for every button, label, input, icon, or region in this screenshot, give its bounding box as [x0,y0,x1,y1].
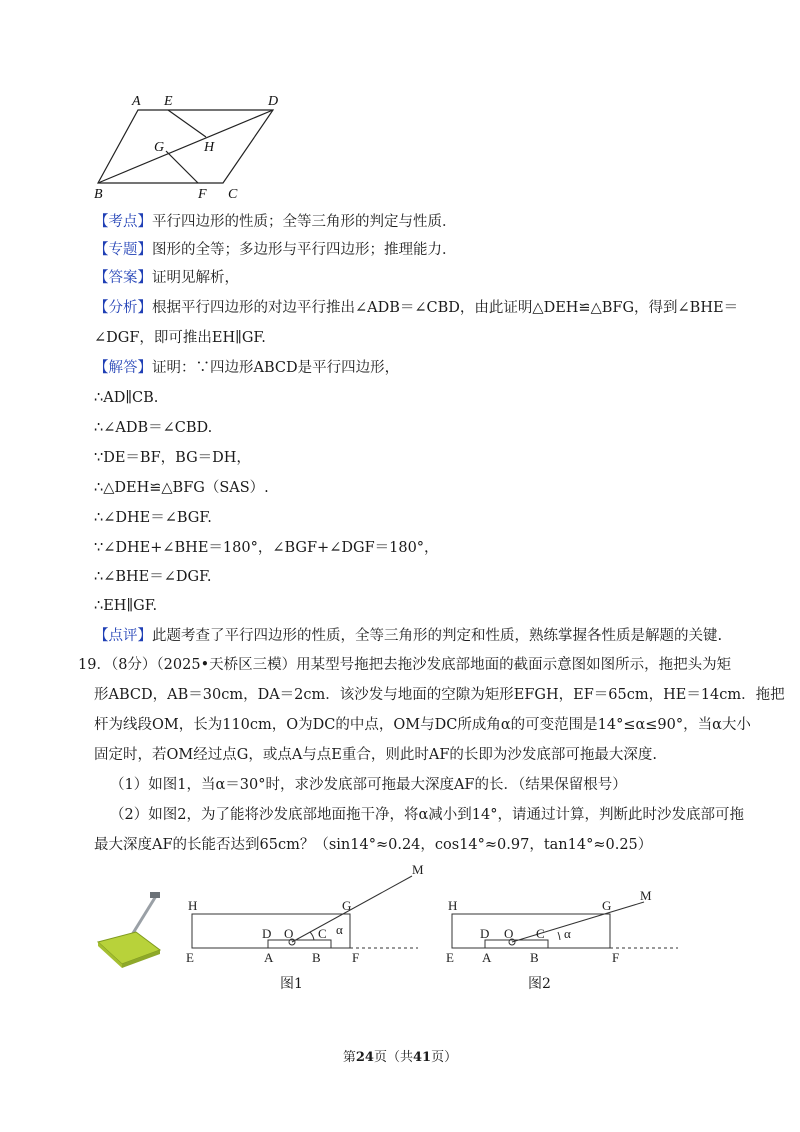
fig2-label-m: M [640,888,652,903]
diagonal-bd [98,110,273,183]
mop-head-rect-2 [485,940,548,948]
jieda-text: 证明：∵四边形ABCD是平行四边形， [152,360,400,376]
kaodian-text: 平行四边形的性质；全等三角形的判定与性质． [152,214,457,230]
mop-illustration [92,892,164,970]
proof-step: ∵∠DHE+∠BHE＝180°，∠BGF+∠DGF＝180°， [94,540,439,556]
fig2-label-g: G [602,898,612,913]
problem-19-line: 杆为线段OM，长为110cm，O为DC的中点，OM与DC所成角α的可变范围是14°≤α≤90°，当α大小 [94,717,751,733]
label-c: C [228,187,238,202]
daan-text: 证明见解析， [152,270,239,286]
proof-step: ∴∠DHE＝∠BGF. [94,510,212,526]
label-b: B [94,187,103,202]
fig1-label-a: A [264,950,274,965]
proof-step: ∴∠ADB＝∠CBD. [94,420,213,436]
fig1-label-alpha: α [336,922,343,937]
mop-handle-cap [150,892,160,898]
mop-head-rect-1 [268,940,331,948]
footer-total-pages: 41 [413,1050,432,1065]
angle-arc-1 [310,932,314,940]
problem-19-part-1: （1）如图1，当α＝30°时，求沙发底部可拖最大深度AF的长．（结果保留根号） [110,777,627,793]
proof-step: ∴∠BHE＝∠DGF. [94,569,212,585]
kaodian-line [94,212,457,232]
fenxi-line-2: ∠DGF，即可推出EH∥GF. [94,330,266,346]
fenxi-line-1 [94,298,738,318]
fig1-label-o: O [284,926,294,941]
fig1-label-c: C [318,926,327,941]
proof-step: ∴△DEH≌△BFG（SAS）. [94,480,269,496]
fig2-label-alpha: α [564,926,571,941]
problem-19-line: 19．（8分）（2025•天桥区三模）用某型号拖把去拖沙发底部地面的截面示意图如图所示，拖把头为矩 [78,657,732,673]
label-e: E [164,94,173,109]
fenxi-text-1: 根据平行四边形的对边平行推出∠ADB＝∠CBD，由此证明△DEH≌△BFG，得到∠BHE＝ [152,300,739,316]
label-a: A [132,94,141,109]
proof-step: ∴AD∥CB. [94,390,159,406]
fig2-label-b: B [530,950,539,965]
mop-handle [130,896,156,938]
footer-mid: 页（共 [373,1050,413,1065]
fig1-label-b: B [312,950,321,965]
dianping-line [94,626,722,646]
segment-eh [168,110,206,137]
figure-2-caption: 图2 [528,976,551,992]
proof-step: ∵DE＝BF，BG＝DH， [94,450,251,466]
fig2-label-o: O [504,926,514,941]
label-d: D [268,94,279,109]
daan-line [94,268,239,288]
fig2-label-f: F [612,950,620,965]
dianping-tag: 【点评】 [94,628,152,644]
fig1-label-m: M [412,862,424,877]
dianping-text: 此题考查了平行四边形的性质，全等三角形的判定和性质，熟练掌握各性质是解题的关键. [152,628,723,644]
fig1-label-h: H [188,898,198,913]
footer-page-number: 24 [355,1050,374,1065]
label-h: H [204,140,215,155]
fig2-label-h: H [448,898,458,913]
fig1-label-g: G [342,898,352,913]
fig1-label-d: D [262,926,272,941]
fig2-label-e: E [446,950,454,965]
footer-prefix: 第 [342,1050,356,1065]
fig1-label-f: F [352,950,360,965]
fig1-label-e: E [186,950,194,965]
footer-suffix: 页） [431,1050,458,1065]
mop-head [98,932,160,964]
fig2-label-d: D [480,926,490,941]
jieda-tag: 【解答】 [94,360,152,376]
page-footer [0,1046,800,1065]
jieda-line [94,358,399,378]
figure-1 [180,862,430,967]
daan-tag: 【答案】 [94,270,152,286]
zhuanti-line [94,240,457,260]
problem-19-line: 形ABCD，AB＝30cm，DA＝2cm．该沙发与地面的空隙为矩形EFGH，EF＝65cm，HE＝14cm．拖把 [94,687,785,703]
problem-19-line: 最大深度AF的长能否达到65cm？（sin14°≈0.24，cos14°≈0.97，tan14°≈0.25） [94,837,653,853]
mop-pole-2 [512,902,644,942]
kaodian-tag: 【考点】 [94,214,152,230]
figure-2 [440,862,690,967]
parallelogram-figure [88,88,298,203]
label-f: F [198,187,207,202]
zhuanti-tag: 【专题】 [94,242,152,258]
problem-19-line: 固定时，若OM经过点G，或点A与点E重合，则此时AF的长即为沙发底部可拖最大深度. [94,747,658,763]
fenxi-tag: 【分析】 [94,300,152,316]
angle-arc-2 [558,932,560,940]
figure-1-caption: 图1 [280,976,303,992]
proof-step: ∴EH∥GF. [94,598,158,614]
segment-gf [166,151,198,183]
zhuanti-text: 图形的全等；多边形与平行四边形；推理能力． [152,242,457,258]
fig2-label-a: A [482,950,492,965]
problem-19-part-2: （2）如图2，为了能将沙发底部地面拖干净，将α减小到14°，请通过计算，判断此时沙发底部可拖 [110,807,744,823]
fig2-label-c: C [536,926,545,941]
label-g: G [154,140,165,155]
